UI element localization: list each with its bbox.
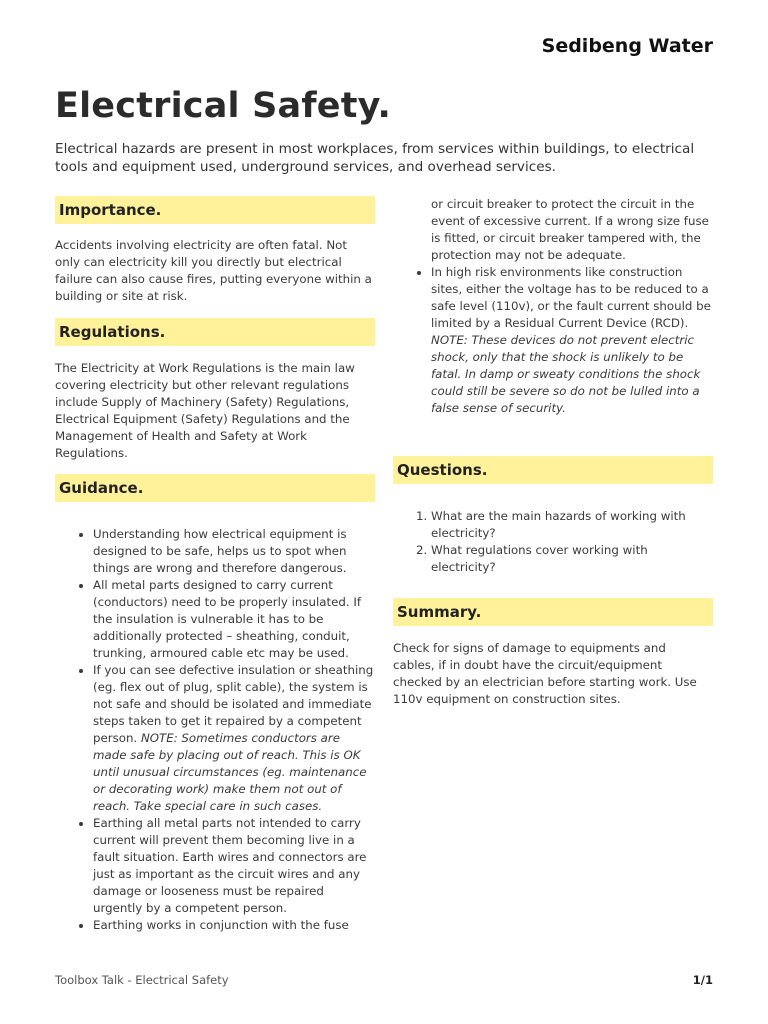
page-number: 1/1 bbox=[692, 973, 713, 987]
list-item: • Earthing all metal parts not intended to carry current will prevent them becoming live in a fault situation. Earth wires and connectors are just as important as the circuit wires and any damage or looseness must be repaired urgently by a competent person. bbox=[93, 815, 375, 917]
list-item: • Earthing works in conjunction with the fuse bbox=[93, 917, 375, 934]
importance-text: Accidents involving electricity are often fatal. Not only can electricity kill you directly but electrical failure can also cause fires, putting everyone within a building or site at risk. bbox=[55, 238, 372, 303]
guidance-list-continued bbox=[393, 264, 713, 417]
page-title: Electrical Safety. bbox=[55, 86, 391, 126]
list-item: • If you can see defective insulation or sheathing (eg. flex out of plug, split cable), the system is not safe and should be isolated and immediate steps taken to get it repaired by a competent person. NOTE: Sometimes conductors are made safe by placing out of reach. This is OK until unusual circumstances (eg. maintenance or decorating work) make them not out of reach. Take special care in such cases. bbox=[93, 662, 375, 815]
company-name: Sedibeng Water bbox=[541, 35, 713, 57]
regulations-text: The Electricity at Work Regulations is the main law covering electricity but other relevant regulations include Supply of Machinery (Safety) Regulations, Electrical Equipment (Safety) Regulations and the Management of Health and Safety at Work Regulations. bbox=[55, 361, 355, 460]
list-item: 1. What are the main hazards of working with electricity? bbox=[431, 508, 713, 542]
guidance-list bbox=[55, 526, 375, 934]
guidance-continuation: or circuit breaker to protect the circuit in the event of excessive current. If a wrong size fuse is fitted, or circuit breaker tampered with, the protection may not be adequate. bbox=[431, 197, 709, 262]
importance-heading: Importance. bbox=[55, 196, 375, 224]
rcd-note: NOTE: These devices do not prevent electric shock, only that the shock is unlikely to be fatal. In damp or sweaty conditions the shock could still be severe so do not be lulled into a false sense of security. bbox=[431, 333, 701, 415]
guidance-heading: Guidance. bbox=[55, 474, 375, 502]
footer-title: Toolbox Talk - Electrical Safety bbox=[55, 973, 229, 987]
summary-text: Check for signs of damage to equipments and cables, if in doubt have the circuit/equipment checked by an electrician before starting work. Use 110v equipment on construction sites. bbox=[393, 641, 697, 706]
questions-list bbox=[393, 508, 713, 576]
regulations-heading: Regulations. bbox=[55, 318, 375, 346]
list-item: • In high risk environments like construction sites, either the voltage has to be reduced to a safe level (110v), or the fault current should be limited by a Residual Current Device (RCD). NOTE: These devices do not prevent electric shock, only that the shock is unlikely to be fatal. In damp or sweaty conditions the shock could still be severe so do not be lulled into a false sense of security. bbox=[431, 264, 713, 417]
summary-heading: Summary. bbox=[393, 598, 713, 626]
guidance-note: NOTE: Sometimes conductors are made safe by placing out of reach. This is OK until unusual circumstances (eg. maintenance or decorating work) make them not out of reach. Take special care in such cases. bbox=[93, 731, 367, 813]
intro-paragraph: Electrical hazards are present in most workplaces, from services within buildings, to electrical tools and equipment used, underground services, and overhead services. bbox=[55, 141, 695, 175]
list-item: • All metal parts designed to carry current (conductors) need to be properly insulated. If the insulation is vulnerable it has to be additionally protected – sheathing, conduit, trunking, armoured cable etc may be used. bbox=[93, 577, 375, 662]
list-item: 2. What regulations cover working with electricity? bbox=[431, 542, 713, 576]
questions-heading: Questions. bbox=[393, 456, 713, 484]
list-item: • Understanding how electrical equipment is designed to be safe, helps us to spot when things are wrong and therefore dangerous. bbox=[93, 526, 375, 577]
